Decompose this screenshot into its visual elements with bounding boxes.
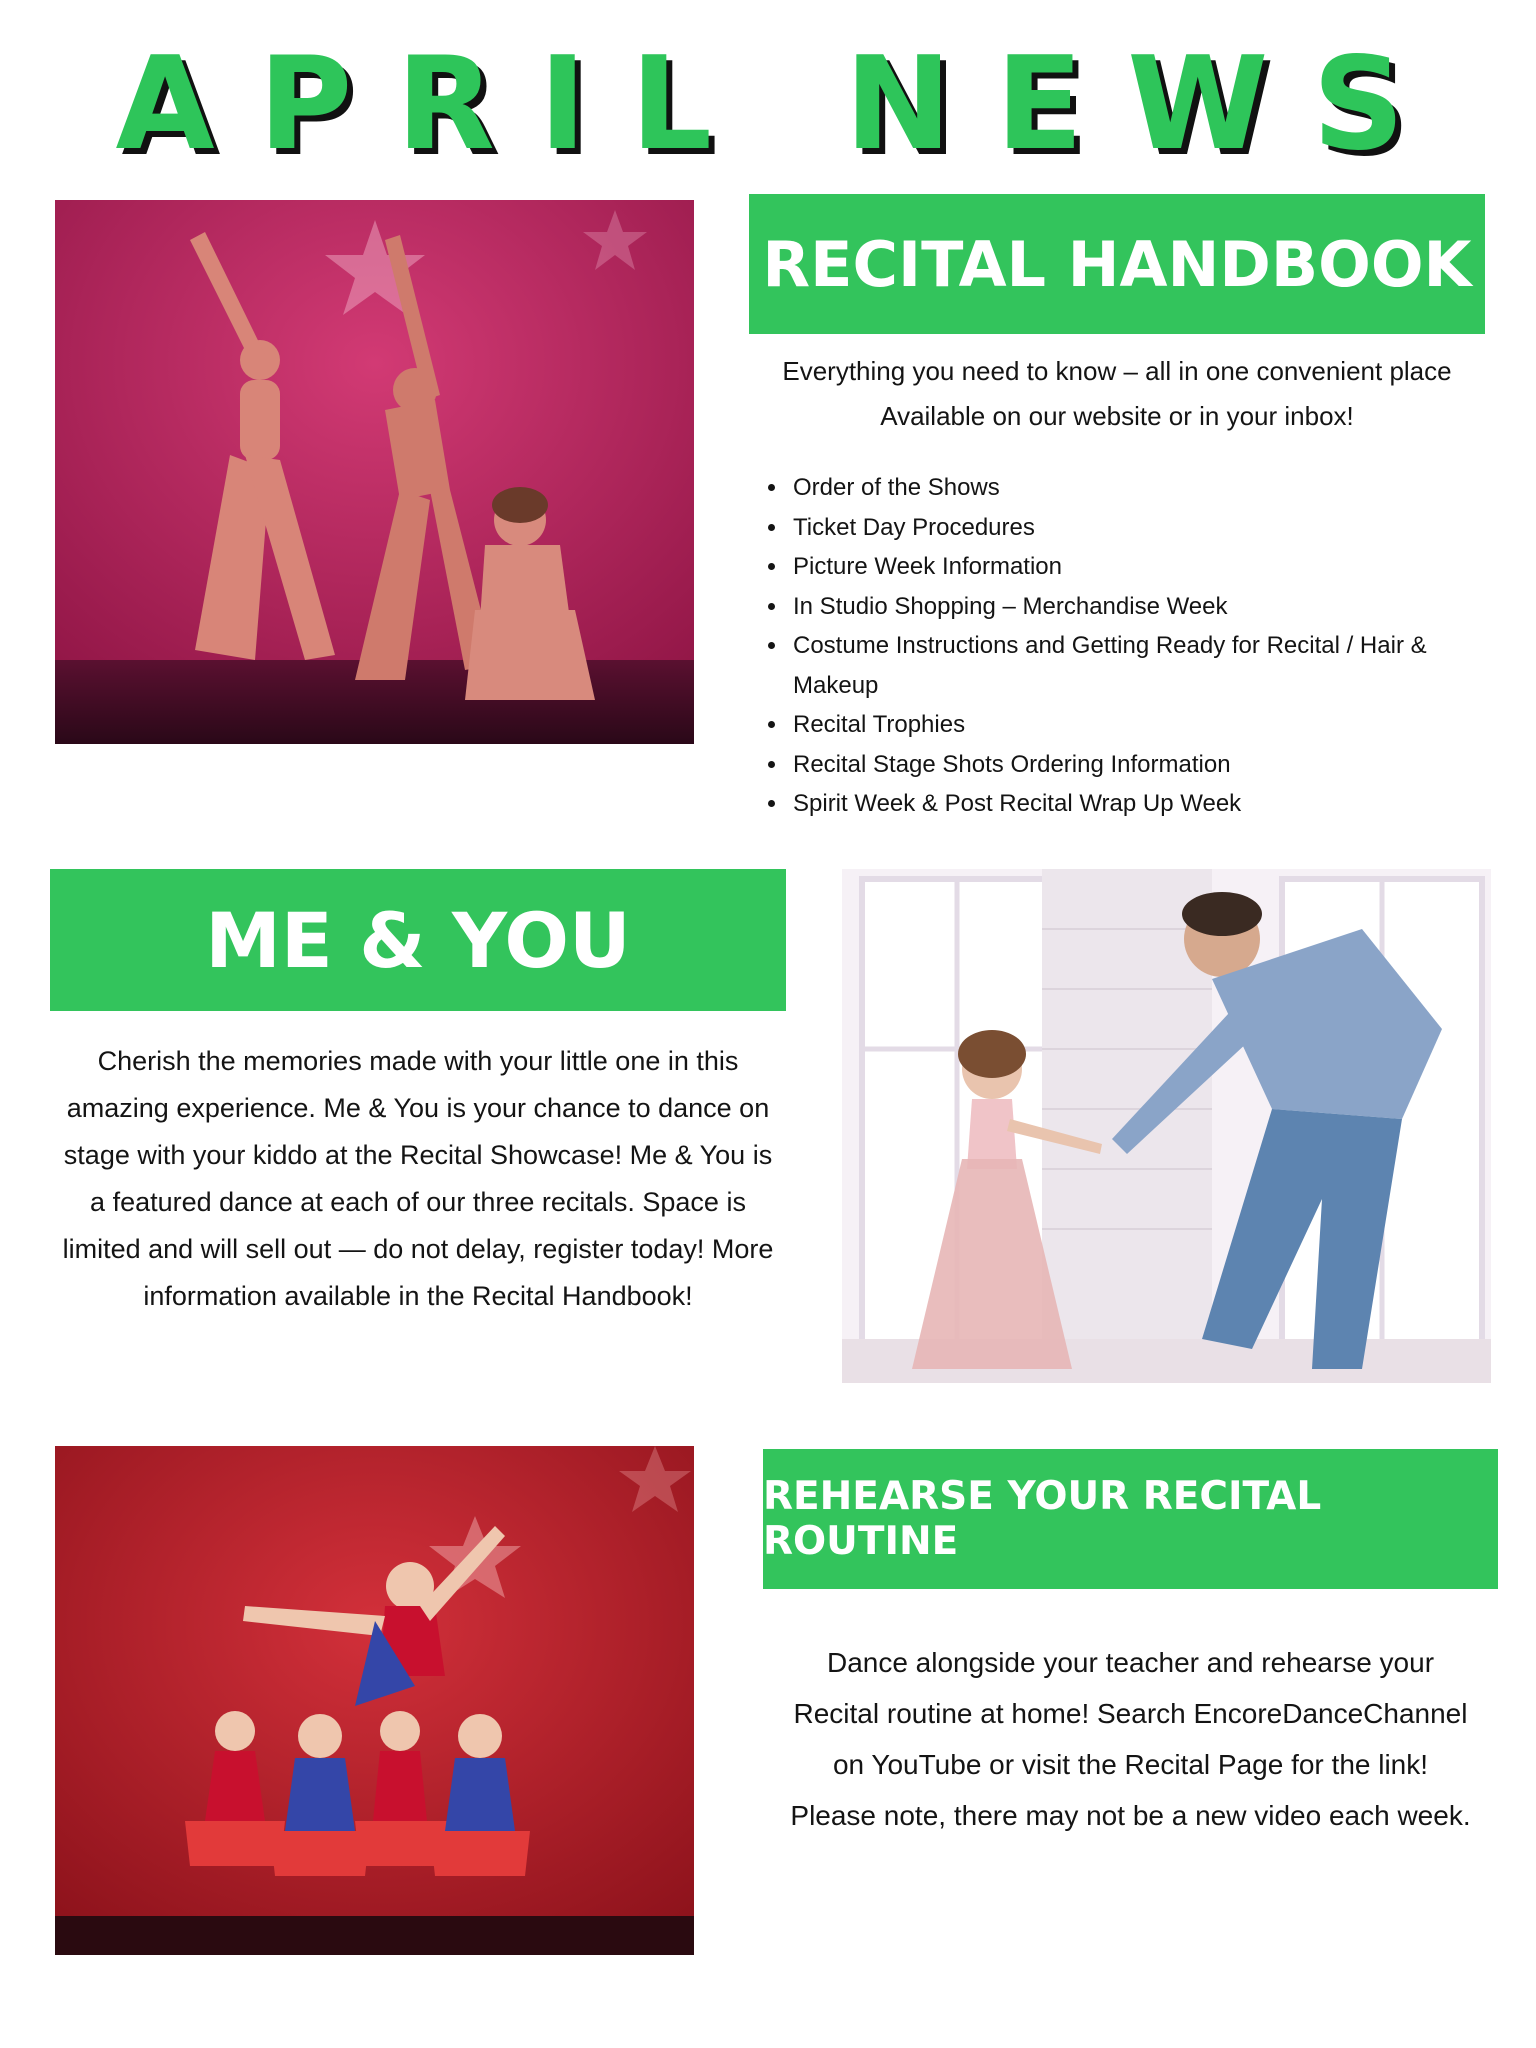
recital-handbook-banner [749, 194, 1485, 334]
me-and-you-heading: ME & YOU [205, 895, 631, 985]
list-item: • Recital Trophies [789, 705, 1507, 745]
list-item: • Ticket Day Procedures [789, 508, 1507, 548]
handbook-intro [749, 349, 1485, 439]
me-and-you-line: amazing experience. Me & You is your chance to dance on [66, 1093, 770, 1123]
father-daughter-photo [842, 869, 1491, 1383]
superhero-dancers-photo [55, 1446, 694, 1955]
handbook-intro-line-1: Everything you need to know – all in one convenient place [782, 356, 1452, 386]
page-title: APRIL NEWS [115, 30, 1449, 179]
me-and-you-line: limited and will sell out — do not delay, register today! More [62, 1234, 774, 1264]
me-and-you-line: Cherish the memories made with your little one in this [97, 1046, 739, 1076]
recital-handbook-heading: RECITAL HANDBOOK [762, 227, 1472, 301]
list-item: • Spirit Week & Post Recital Wrap Up Week [789, 784, 1507, 824]
list-item: • Order of the Shows [789, 468, 1507, 508]
me-and-you-line: a featured dance at each of our three recitals. Space is [90, 1187, 746, 1217]
rehearse-routine-heading: REHEARSE YOUR RECITAL ROUTINE [763, 1474, 1322, 1564]
me-and-you-line: stage with your kiddo at the Recital Showcase! Me & You is [63, 1140, 773, 1170]
dancers-stage-photo [55, 200, 694, 744]
rehearse-routine-banner [763, 1449, 1498, 1589]
rehearse-line: Recital routine at home! Search EncoreDanceChannel [793, 1698, 1468, 1729]
rehearse-line: on YouTube or visit the Recital Page for the link! [832, 1749, 1429, 1780]
rehearse-line: Dance alongside your teacher and rehearse your [826, 1647, 1435, 1678]
rehearse-body [753, 1637, 1508, 1841]
list-item: • Costume Instructions and Getting Ready for Recital / Hair & Makeup [789, 626, 1507, 705]
handbook-list [747, 468, 1507, 824]
me-and-you-line: information available in the Recital Handbook! [143, 1281, 693, 1311]
list-item: • In Studio Shopping – Merchandise Week [789, 587, 1507, 627]
list-item: • Picture Week Information [789, 547, 1507, 587]
me-and-you-banner [50, 869, 786, 1011]
handbook-intro-line-2: Available on our website or in your inbox! [880, 401, 1354, 431]
me-and-you-body [40, 1038, 796, 1320]
list-item: • Recital Stage Shots Ordering Information [789, 745, 1507, 785]
rehearse-line: Please note, there may not be a new video each week. [790, 1800, 1471, 1831]
